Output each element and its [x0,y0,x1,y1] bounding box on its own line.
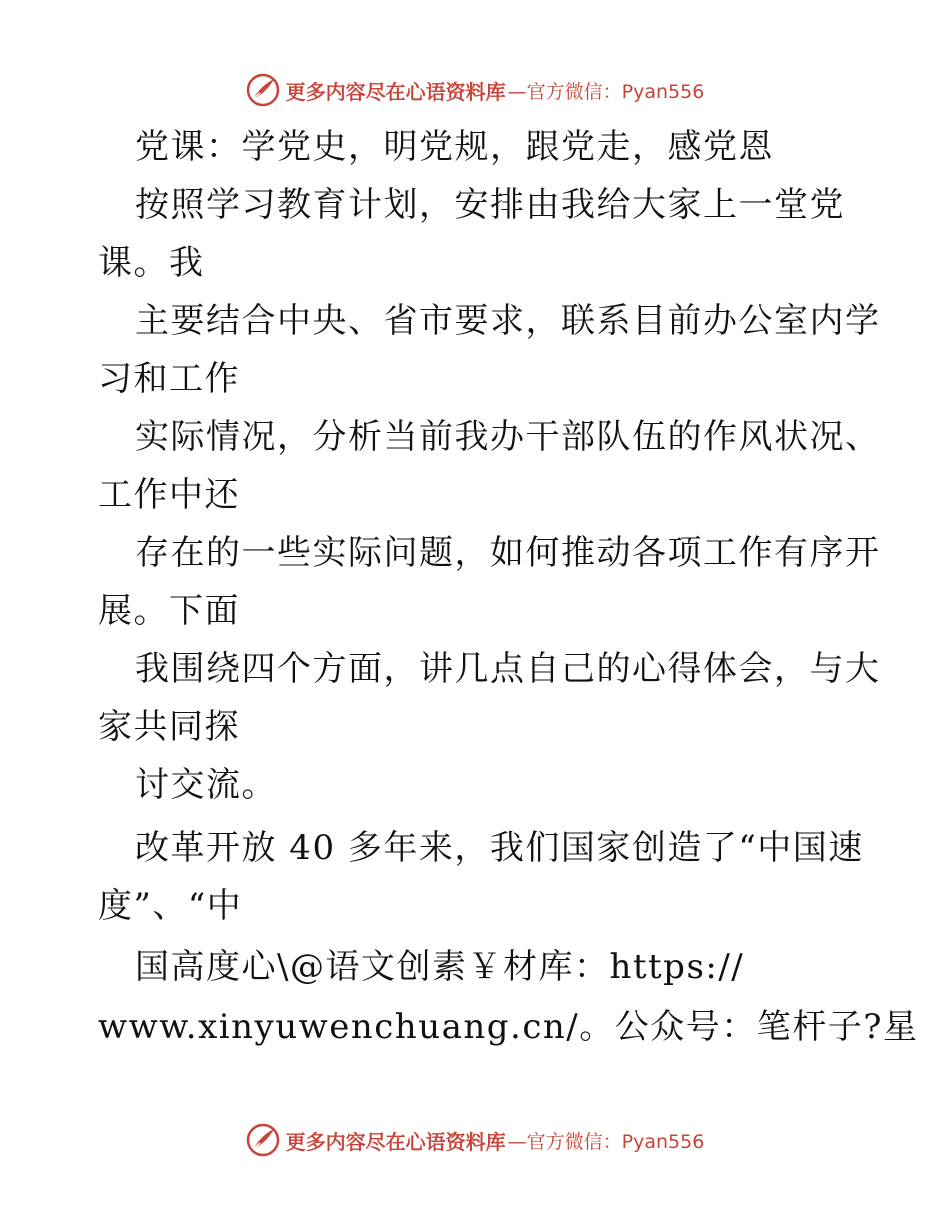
paragraph-line: www.xinyuwenchuang.cn/。公众号：笔杆子?星 [98,1007,919,1047]
paragraph-line: 实际情况，分析当前我办干部队伍的作风状况、 [135,417,881,457]
footer-watermark [0,1120,950,1160]
paragraph-line: 家共同探 [98,707,240,747]
paragraph-line: 展。下面 [98,591,240,631]
paragraph-line: 工作中还 [98,475,240,515]
header-watermark [0,70,950,110]
paragraph-line: 我围绕四个方面，讲几点自己的心得体会，与大 [135,649,881,689]
watermark-right-text: —官方微信：Pyan556 [507,80,705,103]
quill-pen-logo-icon [246,73,280,107]
paragraph-line: 改革开放 40 多年来，我们国家创造了“中国速 [135,828,864,868]
paragraph-line: 度”、“中 [98,886,243,926]
paragraph-line: 按照学习教育计划，安排由我给大家上一堂党 [135,185,845,225]
document-title: 党课：学党史，明党规，跟党走，感党恩 [135,127,774,167]
paragraph-line: 讨交流。 [135,765,277,805]
watermark-left-text: 更多内容尽在心语资料库 [285,1129,506,1154]
watermark-right-text: —官方微信：Pyan556 [507,1130,705,1153]
watermark-left-text: 更多内容尽在心语资料库 [285,79,506,104]
paragraph-line: 存在的一些实际问题，如何推动各项工作有序开 [135,533,881,573]
paragraph-line: 主要结合中央、省市要求，联系目前办公室内学 [135,301,881,341]
paragraph-line: 课。我 [98,243,205,283]
paragraph-line: 习和工作 [98,359,240,399]
quill-pen-logo-icon [246,1123,280,1157]
paragraph-line: 国高度心\@语文创素￥材库：https:// [135,947,745,987]
